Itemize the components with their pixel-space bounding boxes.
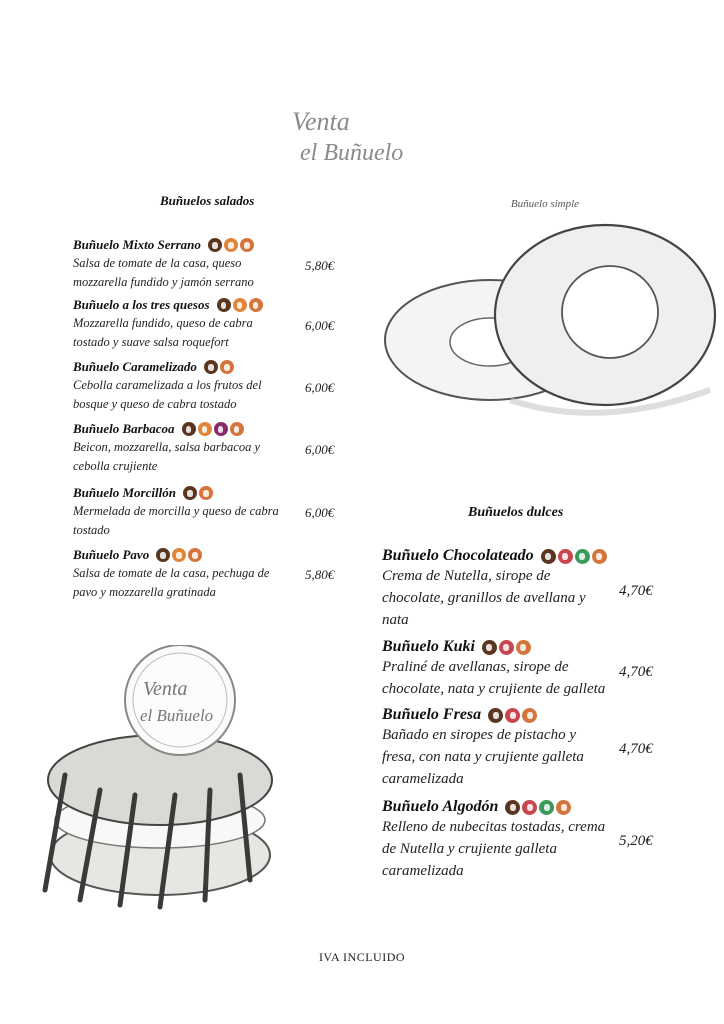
item-name: Buñuelo Chocolateado — [382, 547, 534, 564]
allergen-icon — [208, 238, 222, 252]
item-price: 6,00€ — [305, 318, 335, 333]
item-description: Crema de Nutella, sirope de chocolate, granillos de avellana y nata — [382, 568, 586, 628]
menu-item — [73, 546, 288, 602]
allergen-icon — [516, 640, 531, 655]
item-name: Buñuelo Algodón — [382, 798, 499, 815]
allergen-icon — [224, 238, 238, 252]
item-name: Buñuelo Mixto Serrano — [73, 237, 201, 252]
logo-line-1: Venta — [292, 107, 350, 136]
menu-item — [73, 358, 288, 414]
item-description: Cebolla caramelizada a los frutos del bosque y queso de cabra tostado — [73, 378, 262, 411]
allergen-icons — [482, 640, 531, 655]
plaque-line-1: Venta — [143, 678, 188, 700]
savory-section-title: Buñuelos salados — [160, 193, 255, 208]
allergen-icon — [505, 800, 520, 815]
item-name: Buñuelo a los tres quesos — [73, 297, 210, 312]
allergen-icon — [522, 800, 537, 815]
allergen-icon — [172, 548, 186, 562]
allergen-icon — [214, 422, 228, 436]
menu-item — [382, 706, 607, 790]
allergen-icon — [558, 549, 573, 564]
allergen-icon — [233, 298, 247, 312]
item-description: Beicon, mozzarella, salsa barbacoa y cebolla crujiente — [73, 440, 261, 473]
item-description: Bañado en siropes de pistacho y fresa, con nata y crujiente galleta caramelizada — [382, 727, 584, 787]
allergen-icon — [183, 486, 197, 500]
menu-item — [382, 638, 607, 700]
allergen-icon — [556, 800, 571, 815]
item-name: Buñuelo Caramelizado — [73, 359, 197, 374]
allergen-icons — [204, 360, 234, 374]
allergen-icons — [541, 549, 607, 564]
item-name: Buñuelo Fresa — [382, 706, 482, 723]
allergen-icon — [188, 548, 202, 562]
menu-item — [382, 798, 612, 882]
allergen-icon — [539, 800, 554, 815]
allergen-icon — [156, 548, 170, 562]
allergen-icon — [482, 640, 497, 655]
allergen-icon — [522, 708, 537, 723]
item-price: 6,00€ — [305, 442, 335, 457]
allergen-icon — [541, 549, 556, 564]
item-name: Buñuelo Barbacoa — [73, 421, 175, 436]
menu-item — [73, 296, 288, 352]
allergen-icon — [240, 238, 254, 252]
allergen-icons — [183, 486, 213, 500]
item-description: Salsa de tomate de la casa, pechuga de pavo y mozzarella gratinada — [73, 566, 270, 599]
item-name: Buñuelo Morcillón — [73, 485, 176, 500]
allergen-icon — [220, 360, 234, 374]
item-price: 6,00€ — [305, 505, 335, 520]
allergen-icon — [575, 549, 590, 564]
venta-el-bunuelo-logo — [282, 100, 452, 172]
allergen-icon — [249, 298, 263, 312]
decorated-bunuelo-illustration — [35, 645, 300, 920]
allergen-icons — [208, 238, 254, 252]
allergen-icon — [198, 422, 212, 436]
item-description: Relleno de nubecitas tostadas, crema de Nutella y crujiente galleta caramelizada — [382, 819, 606, 879]
menu-item — [73, 484, 288, 540]
allergen-icons — [182, 422, 244, 436]
item-price: 4,70€ — [619, 664, 653, 680]
allergen-icons — [156, 548, 202, 562]
allergen-icon — [499, 640, 514, 655]
allergen-icons — [488, 708, 537, 723]
item-price: 5,20€ — [619, 833, 653, 849]
menu-item — [73, 420, 288, 476]
item-price: 5,80€ — [305, 258, 335, 273]
item-description: Mozzarella fundido, queso de cabra tostado y suave salsa roquefort — [73, 316, 253, 349]
allergen-icon — [204, 360, 218, 374]
allergen-icons — [505, 800, 571, 815]
allergen-icon — [217, 298, 231, 312]
sweet-section-title: Buñuelos dulces — [468, 505, 564, 520]
item-description: Praliné de avellanas, sirope de chocolate, nata y crujiente de galleta — [382, 659, 606, 697]
item-name: Buñuelo Kuki — [382, 638, 475, 655]
allergen-icon — [592, 549, 607, 564]
item-price: 5,80€ — [305, 567, 335, 582]
item-price: 4,70€ — [619, 741, 653, 757]
allergen-icon — [488, 708, 503, 723]
menu-item — [73, 236, 288, 292]
item-name: Buñuelo Pavo — [73, 547, 150, 562]
allergen-icons — [217, 298, 263, 312]
menu-item — [382, 547, 607, 631]
allergen-icon — [505, 708, 520, 723]
item-price: 6,00€ — [305, 380, 335, 395]
logo-line-2: el Buñuelo — [300, 140, 404, 166]
allergen-icon — [230, 422, 244, 436]
allergen-icon — [182, 422, 196, 436]
plaque-line-2: el Buñuelo — [140, 706, 214, 725]
item-description: Salsa de tomate de la casa, queso mozzarella fundido y jamón serrano — [73, 256, 254, 289]
allergen-icon — [199, 486, 213, 500]
illustration-caption: Buñuelo simple — [510, 198, 580, 210]
bunuelo-simple-illustration — [380, 220, 720, 430]
tax-note: IVA INCLUIDO — [318, 950, 406, 964]
item-price: 4,70€ — [619, 583, 653, 599]
item-description: Mermelada de morcilla y queso de cabra tostado — [73, 504, 279, 537]
